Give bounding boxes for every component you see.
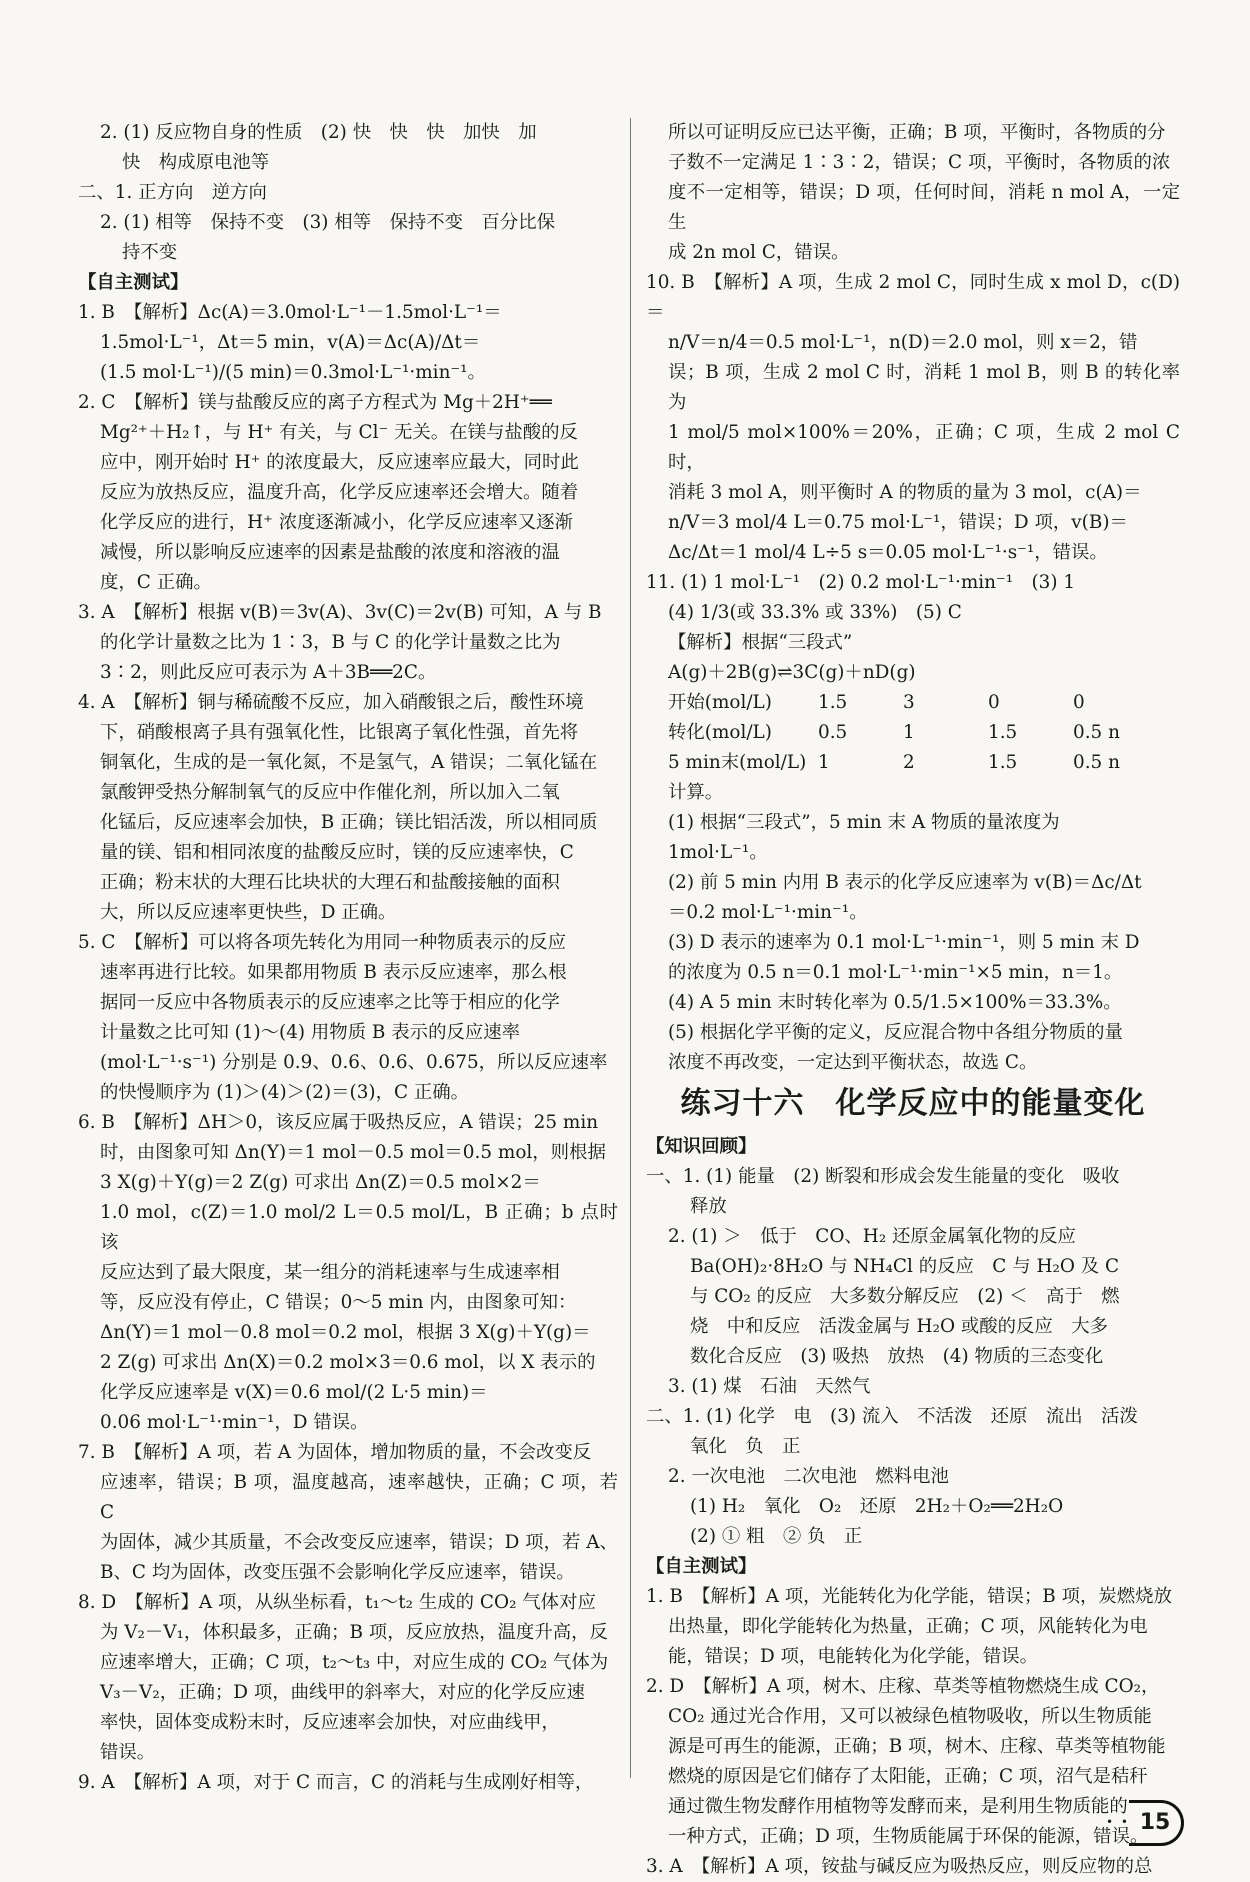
text-line: 减慢，所以影响反应速率的因素是盐酸的浓度和溶液的温 (100, 542, 560, 563)
table-cell: 5 min末(mol/L) (668, 752, 807, 773)
text-line: 反应达到了最大限度，某一组分的消耗速率与生成速率相 (100, 1262, 560, 1283)
text-line: 为固体，减少其质量，不会改变反应速率，错误；D 项，若 A、 (100, 1532, 618, 1553)
table-cell: 3 (903, 692, 915, 713)
text-line: 化锰后，反应速率会加快，B 正确；镁比铝活泼，所以相同质 (100, 812, 598, 833)
text-line: 2. (1) 反应物自身的性质 (2) 快 快 快 加快 加 (100, 122, 537, 143)
table-cell: 1.5 (988, 752, 1018, 773)
text-line: 【解析】根据“三段式” (668, 632, 853, 653)
text-line: Δn(Y)＝1 mol－0.8 mol＝0.2 mol，根据 3 X(g)＋Y(g)＝ (100, 1322, 591, 1343)
right-mid-text (646, 778, 1180, 1078)
text-line: 3 X(g)＋Y(g)＝2 Z(g) 可求出 Δn(Z)＝0.5 mol×2＝ (100, 1172, 541, 1193)
text-line: 大，所以反应速率更快些，D 正确。 (100, 902, 397, 923)
text-line: 二、1. (1) 化学 电 (3) 流入 不活泼 还原 流出 活泼 (646, 1406, 1138, 1427)
text-line: 燃烧的原因是它们储存了太阳能，正确；C 项，沼气是秸秆 (668, 1766, 1148, 1787)
decor-dots: • • (1106, 1815, 1130, 1829)
text-line: 释放 (690, 1196, 727, 1217)
text-line: 2. 一次电池 二次电池 燃料电池 (668, 1466, 949, 1487)
text-line: 计算。 (668, 782, 724, 803)
text-line: Δc/Δt＝1 mol/4 L÷5 s＝0.05 mol·L⁻¹·s⁻¹，错误。 (668, 542, 1108, 563)
text-line: 为 V₂－V₁，体积最多，正确；B 项，反应放热，温度升高，反 (100, 1622, 608, 1643)
text-line: 2. C 【解析】镁与盐酸反应的离子方程式为 Mg＋2H⁺══ (78, 392, 552, 413)
text-line: A(g)＋2B(g)⇌3C(g)＋nD(g) (668, 662, 916, 683)
text-line: 度不一定相等，错误；D 项，任何时间，消耗 n mol A，一定生 (668, 182, 1180, 233)
text-line: (4) A 5 min 末时转化率为 0.5/1.5×100%＝33.3%。 (668, 992, 1122, 1013)
text-line: 所以可证明反应已达平衡，正确；B 项，平衡时，各物质的分 (668, 122, 1166, 143)
table-cell: 2 (903, 752, 915, 773)
text-line: 1. B 【解析】A 项，光能转化为化学能，错误；B 项，炭燃烧放 (646, 1586, 1172, 1607)
text-line: 11. (1) 1 mol·L⁻¹ (2) 0.2 mol·L⁻¹·min⁻¹ (3) 1 (646, 572, 1076, 593)
table-cell: 1 (903, 722, 915, 743)
text-line: (3) D 表示的速率为 0.1 mol·L⁻¹·min⁻¹，则 5 min 末 D (668, 932, 1140, 953)
text-line: 6. B 【解析】ΔH＞0，该反应属于吸热反应，A 错误；25 min (78, 1112, 599, 1133)
text-line: 2 Z(g) 可求出 Δn(X)＝0.2 mol×3＝0.6 mol，以 X 表示的 (100, 1352, 596, 1373)
text-line: 与 CO₂ 的反应 大多数分解反应 (2) ＜ 高于 燃 (690, 1286, 1120, 1307)
text-line: 计量数之比可知 (1)～(4) 用物质 B 表示的反应速率 (100, 1022, 521, 1043)
text-line: 成 2n mol C，错误。 (668, 242, 850, 263)
text-line: 率快，固体变成粉末时，反应速率会加快，对应曲线甲， (100, 1712, 560, 1733)
text-line: (1) 根据“三段式”，5 min 末 A 物质的量浓度为 (668, 812, 1060, 833)
table-cell: 转化(mol/L) (668, 722, 772, 743)
table-cell: 1.5 (988, 722, 1018, 743)
text-line: 1. B 【解析】Δc(A)＝3.0mol·L⁻¹－1.5mol·L⁻¹＝ (78, 302, 502, 323)
text-line: 2. D 【解析】A 项，树木、庄稼、草类等植物燃烧生成 CO₂， (646, 1676, 1160, 1697)
text-line: 浓度不再改变，一定达到平衡状态，故选 C。 (668, 1052, 1038, 1073)
text-line: 出热量，即化学能转化为热量，正确；C 项，风能转化为电 (668, 1616, 1148, 1637)
text-line: 数化合反应 (3) 吸热 放热 (4) 物质的三态变化 (690, 1346, 1104, 1367)
text-line: V₃－V₂，正确；D 项，曲线甲的斜率大，对应的化学反应速 (100, 1682, 585, 1703)
text-line: 一种方式，正确；D 项，生物质能属于环保的能源，错误。 (668, 1826, 1149, 1847)
text-line: (1.5 mol·L⁻¹)/(5 min)＝0.3mol·L⁻¹·min⁻¹。 (100, 362, 486, 383)
text-line: 0.06 mol·L⁻¹·min⁻¹，D 错误。 (100, 1412, 369, 1433)
text-line: 1.5mol·L⁻¹，Δt＝5 min，v(A)＝Δc(A)/Δt＝ (100, 332, 481, 353)
text-line: 【知识回顾】 (646, 1136, 757, 1157)
table-cell: 0.5 n (1073, 752, 1120, 773)
left-column (78, 118, 618, 1798)
text-line: 2. (1) 相等 保持不变 (3) 相等 保持不变 百分比保 (100, 212, 555, 233)
text-line: 错误。 (100, 1742, 156, 1763)
text-line: (4) 1/3(或 33.3% 或 33%) (5) C (668, 602, 962, 623)
right-column (646, 118, 1180, 1882)
table-cell: 1.5 (818, 692, 848, 713)
text-line: 3∶2，则此反应可表示为 A＋3B══2C。 (100, 662, 437, 683)
text-line: 正确；粉末状的大理石比块状的大理石和盐酸接触的面积 (100, 872, 560, 893)
text-line: 应中，刚开始时 H⁺ 的浓度最大，反应速率应最大，同时此 (100, 452, 579, 473)
right-top-text (646, 118, 1180, 688)
column-divider (630, 118, 631, 1778)
text-line: 【自主测试】 (78, 272, 189, 293)
table-cell: 0.5 n (1073, 722, 1120, 743)
text-line: 速率再进行比较。如果都用物质 B 表示反应速率，那么根 (100, 962, 567, 983)
three-stage-table (646, 688, 1180, 778)
text-line: 氯酸钾受热分解制氧气的反应中作催化剂，所以加入二氧 (100, 782, 560, 803)
text-line: 子数不一定满足 1∶3∶2，错误；C 项，平衡时，各物质的浓 (668, 152, 1171, 173)
text-line: 7. B 【解析】A 项，若 A 为固体，增加物质的量，不会改变反 (78, 1442, 592, 1463)
text-line: n/V＝n/4＝0.5 mol·L⁻¹，n(D)＝2.0 mol，则 x＝2，错 (668, 332, 1138, 353)
text-line: 10. B 【解析】A 项，生成 2 mol C，同时生成 x mol D，c(D)＝ (646, 272, 1180, 323)
text-line: 应速率，错误；B 项，温度越高，速率越快，正确；C 项，若 C (100, 1472, 618, 1523)
section-title: 练习十六 化学反应中的能量变化 (680, 1086, 1146, 1121)
text-line: 反应为放热反应，温度升高，化学反应速率还会增大。随着 (100, 482, 579, 503)
text-line: n/V＝3 mol/4 L＝0.75 mol·L⁻¹，错误；D 项，v(B)＝ (668, 512, 1128, 533)
text-line: 误；B 项，生成 2 mol C 时，消耗 1 mol B，则 B 的转化率为 (668, 362, 1180, 413)
text-line: 时，由图象可知 Δn(Y)＝1 mol－0.5 mol＝0.5 mol，则根据 (100, 1142, 606, 1163)
text-line: 二、1. 正方向 逆方向 (78, 182, 267, 203)
text-line: 1mol·L⁻¹。 (668, 842, 768, 863)
text-line: 1.0 mol，c(Z)＝1.0 mol/2 L＝0.5 mol/L，B 正确；b 点时该 (100, 1202, 618, 1253)
text-line: Mg²⁺＋H₂↑，与 H⁺ 有关，与 Cl⁻ 无关。在镁与盐酸的反 (100, 422, 578, 443)
text-line: (2) ① 粗 ② 负 正 (690, 1526, 863, 1547)
text-line: 能，错误；D 项，电能转化为化学能，错误。 (668, 1646, 1039, 1667)
text-line: 2. (1) ＞ 低于 CO、H₂ 还原金属氧化物的反应 (668, 1226, 1076, 1247)
text-line: 3. A 【解析】A 项，铵盐与碱反应为吸热反应，则反应物的总 (646, 1856, 1153, 1877)
text-line: 3. A 【解析】根据 v(B)＝3v(A)、3v(C)＝2v(B) 可知，A 与 B (78, 602, 602, 623)
text-line: 消耗 3 mol A，则平衡时 A 的物质的量为 3 mol，c(A)＝ (668, 482, 1142, 503)
text-line: CO₂ 通过光合作用，又可以被绿色植物吸收，所以生物质能 (668, 1706, 1152, 1727)
table-cell: 开始(mol/L) (668, 692, 772, 713)
text-line: 化学反应速率是 v(X)＝0.6 mol/(2 L·5 min)＝ (100, 1382, 488, 1403)
text-line: 5. C 【解析】可以将各项先转化为用同一种物质表示的反应 (78, 932, 567, 953)
text-line: (5) 根据化学平衡的定义，反应混合物中各组分物质的量 (668, 1022, 1123, 1043)
text-line: B、C 均为固体，改变压强不会影响化学反应速率，错误。 (100, 1562, 575, 1583)
text-line: 等，反应没有停止，C 错误；0～5 min 内，由图象可知： (100, 1292, 577, 1313)
text-line: Ba(OH)₂·8H₂O 与 NH₄Cl 的反应 C 与 H₂O 及 C (690, 1256, 1120, 1277)
text-line: 快 构成原电池等 (122, 152, 270, 173)
text-line: 应速率增大，正确；C 项，t₂～t₃ 中，对应生成的 CO₂ 气体为 (100, 1652, 609, 1673)
text-line: 烧 中和反应 活泼金属与 H₂O 或酸的反应 大多 (690, 1316, 1108, 1337)
text-line: 量的镁、铝和相同浓度的盐酸反应时，镁的反应速率快，C (100, 842, 574, 863)
text-line: 1 mol/5 mol×100%＝20%，正确；C 项，生成 2 mol C 时， (668, 422, 1180, 473)
table-cell: 1 (818, 752, 830, 773)
right-bottom-text (646, 1132, 1180, 1882)
page-number: 15 (1129, 1800, 1184, 1846)
text-line: 9. A 【解析】A 项，对于 C 而言，C 的消耗与生成刚好相等， (78, 1772, 594, 1793)
text-line: 铜氧化，生成的是一氧化氮，不是氢气，A 错误；二氧化锰在 (100, 752, 598, 773)
text-line: (mol·L⁻¹·s⁻¹) 分别是 0.9、0.6、0.6、0.675，所以反应速率 (100, 1052, 608, 1073)
text-line: 度，C 正确。 (100, 572, 212, 593)
table-cell: 0 (1073, 692, 1085, 713)
text-line: 一、1. (1) 能量 (2) 断裂和形成会发生能量的变化 吸收 (646, 1166, 1120, 1187)
text-line: 的浓度为 0.5 n＝0.1 mol·L⁻¹·min⁻¹×5 min，n＝1。 (668, 962, 1123, 983)
text-line: 的化学计量数之比为 1∶3，B 与 C 的化学计量数之比为 (100, 632, 561, 653)
text-line: (2) 前 5 min 内用 B 表示的化学反应速率为 v(B)＝Δc/Δt (668, 872, 1142, 893)
text-line: 8. D 【解析】A 项，从纵坐标看，t₁～t₂ 生成的 CO₂ 气体对应 (78, 1592, 596, 1613)
text-line: 氧化 负 正 (690, 1436, 801, 1457)
text-line: (1) H₂ 氧化 O₂ 还原 2H₂＋O₂══2H₂O (690, 1496, 1064, 1517)
text-line: 通过微生物发酵作用植物等发酵而来，是利用生物质能的 (668, 1796, 1128, 1817)
table-cell: 0 (988, 692, 1000, 713)
text-line: 4. A 【解析】铜与稀硫酸不反应，加入硝酸银之后，酸性环境 (78, 692, 584, 713)
text-line: 化学反应的进行，H⁺ 浓度逐渐减小，化学反应速率又逐渐 (100, 512, 573, 533)
text-line: 【自主测试】 (646, 1556, 757, 1577)
text-line: 的快慢顺序为 (1)＞(4)＞(2)＝(3)，C 正确。 (100, 1082, 470, 1103)
text-line: 下，硝酸根离子具有强氧化性，比银离子氧化性强，首先将 (100, 722, 579, 743)
text-line: 3. (1) 煤 石油 天然气 (668, 1376, 871, 1397)
text-line: 持不变 (122, 242, 178, 263)
text-line: ＝0.2 mol·L⁻¹·min⁻¹。 (668, 902, 868, 923)
text-line: 源是可再生的能源，正确；B 项，树木、庄稼、草类等植物能 (668, 1736, 1166, 1757)
text-line: 据同一反应中各物质表示的反应速率之比等于相应的化学 (100, 992, 560, 1013)
table-cell: 0.5 (818, 722, 848, 743)
